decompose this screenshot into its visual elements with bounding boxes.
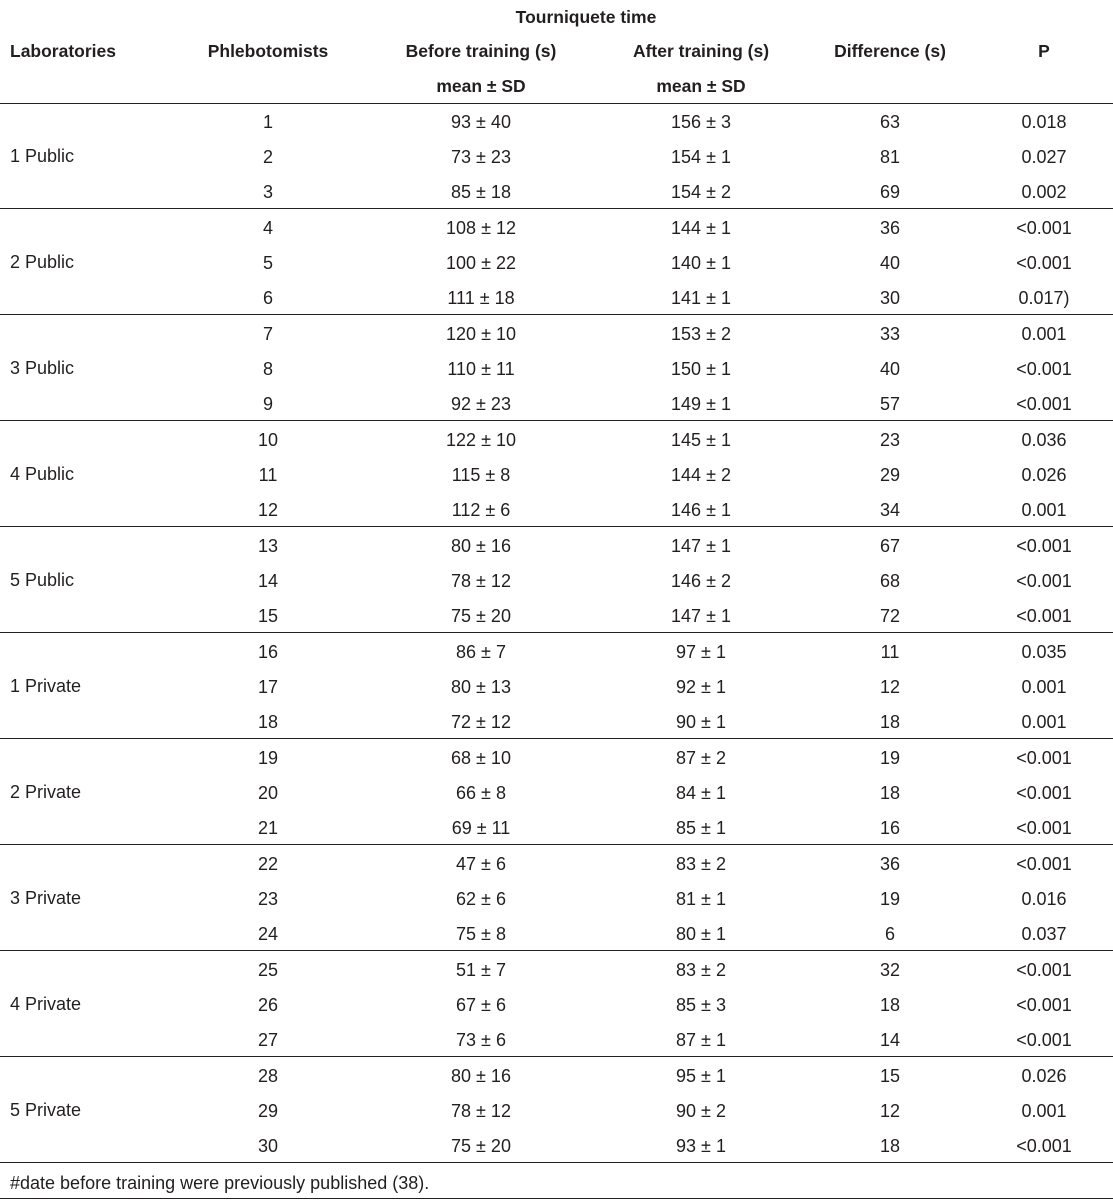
p-value-cell: <0.001	[1016, 995, 1072, 1015]
phlebotomist-id-cell: 17	[257, 677, 279, 697]
after-training-cell: 146 ± 2	[671, 571, 731, 591]
p-value-cell: 0.035	[1021, 642, 1067, 662]
before-training-cell: 72 ± 12	[451, 712, 511, 732]
p-value-cell: 0.001	[1021, 677, 1067, 697]
after-training-cell: 90 ± 2	[676, 1101, 726, 1121]
difference-cell: 18	[879, 783, 901, 803]
after-training-cell: 95 ± 1	[676, 1066, 726, 1086]
before-training-cell: 62 ± 6	[456, 889, 506, 909]
laboratory-label: 5 Public	[10, 570, 75, 590]
p-value-cell: <0.001	[1016, 854, 1072, 874]
laboratory-group	[0, 315, 1113, 421]
phlebotomist-id-cell: 16	[257, 642, 279, 662]
p-value-cell: <0.001	[1016, 359, 1072, 379]
table-row	[0, 139, 1113, 174]
phlebotomist-id-cell: 23	[257, 889, 279, 909]
table-row	[0, 104, 1113, 139]
after-training-cell: 93 ± 1	[676, 1136, 726, 1156]
before-training-cell: 93 ± 40	[451, 112, 511, 132]
phlebotomist-id-cell: 1	[262, 112, 274, 132]
laboratory-group	[0, 1057, 1113, 1163]
laboratory-group	[0, 951, 1113, 1057]
table-row	[0, 669, 1113, 704]
table-row	[0, 386, 1113, 421]
difference-cell: 14	[879, 1030, 901, 1050]
laboratory-group	[0, 103, 1113, 209]
difference-cell: 23	[879, 430, 901, 450]
before-training-cell: 80 ± 13	[451, 677, 511, 697]
laboratory-label: 3 Private	[10, 888, 82, 908]
before-training-cell: 73 ± 23	[451, 147, 511, 167]
laboratory-group	[0, 527, 1113, 633]
after-training-cell: 153 ± 2	[671, 324, 731, 344]
phlebotomist-id-cell: 19	[257, 748, 279, 768]
phlebotomist-id-cell: 14	[257, 571, 279, 591]
p-value-cell: <0.001	[1016, 1136, 1072, 1156]
before-training-cell: 78 ± 12	[451, 1101, 511, 1121]
table-row	[0, 528, 1113, 563]
difference-cell: 11	[880, 642, 900, 662]
laboratory-label: 5 Private	[10, 1100, 82, 1120]
phlebotomist-id-cell: 30	[257, 1136, 279, 1156]
difference-cell: 40	[879, 359, 901, 379]
phlebotomist-id-cell: 7	[262, 324, 274, 344]
phlebotomist-id-cell: 22	[257, 854, 279, 874]
table-row	[0, 704, 1113, 739]
table-row	[0, 210, 1113, 245]
laboratory-group	[0, 739, 1113, 845]
laboratory-group	[0, 633, 1113, 739]
after-training-cell: 83 ± 2	[676, 960, 726, 980]
table-row	[0, 174, 1113, 209]
table-row	[0, 775, 1113, 810]
difference-cell: 15	[879, 1066, 901, 1086]
p-value-cell: 0.026	[1021, 1066, 1067, 1086]
p-value-cell: 0.001	[1021, 324, 1067, 344]
before-training-cell: 92 ± 23	[451, 394, 511, 414]
after-training-cell: 156 ± 3	[671, 112, 731, 132]
before-training-cell: 67 ± 6	[456, 995, 506, 1015]
after-training-cell: 92 ± 1	[676, 677, 726, 697]
after-training-cell: 149 ± 1	[671, 394, 731, 414]
phlebotomist-id-cell: 15	[257, 606, 279, 626]
p-value-cell: <0.001	[1016, 783, 1072, 803]
table-row	[0, 1022, 1113, 1057]
p-value-cell: <0.001	[1016, 960, 1072, 980]
after-training-cell: 87 ± 1	[676, 1030, 726, 1050]
table-row	[0, 316, 1113, 351]
difference-cell: 63	[879, 112, 901, 132]
after-training-cell: 87 ± 2	[676, 748, 726, 768]
before-training-cell: 80 ± 16	[451, 1066, 511, 1086]
table-row	[0, 280, 1113, 315]
difference-cell: 40	[879, 253, 901, 273]
after-training-cell: 81 ± 1	[676, 889, 726, 909]
before-training-cell: 66 ± 8	[456, 783, 506, 803]
p-value-cell: <0.001	[1016, 394, 1072, 414]
table-row	[0, 1093, 1113, 1128]
before-training-cell: 47 ± 6	[456, 854, 506, 874]
difference-cell: 12	[879, 1101, 901, 1121]
p-value-cell: 0.017)	[1018, 288, 1070, 308]
before-training-cell: 75 ± 20	[451, 606, 511, 626]
before-training-cell: 78 ± 12	[451, 571, 511, 591]
table-row	[0, 245, 1113, 280]
table-row	[0, 634, 1113, 669]
after-training-cell: 84 ± 1	[676, 783, 726, 803]
table-row	[0, 598, 1113, 633]
difference-cell: 81	[879, 147, 901, 167]
before-training-cell: 122 ± 10	[446, 430, 516, 450]
after-training-cell: 150 ± 1	[671, 359, 731, 379]
p-value-cell: <0.001	[1016, 1030, 1072, 1050]
table-body	[0, 103, 1113, 1163]
phlebotomist-id-cell: 12	[257, 500, 279, 520]
table-row	[0, 916, 1113, 951]
laboratory-label: 4 Public	[10, 464, 75, 484]
difference-cell: 34	[879, 500, 901, 520]
after-training-cell: 83 ± 2	[676, 854, 726, 874]
difference-cell: 67	[879, 536, 901, 556]
laboratories-header: Laboratories	[10, 41, 116, 61]
before-training-cell: 75 ± 8	[456, 924, 506, 944]
before-training-cell: 68 ± 10	[451, 748, 511, 768]
after-training-header: After training (s)	[632, 41, 770, 61]
p-value-cell: 0.001	[1021, 712, 1067, 732]
after-training-cell: 85 ± 1	[676, 818, 726, 838]
after-training-cell: 140 ± 1	[671, 253, 731, 273]
phlebotomists-header: Phlebotomists	[207, 41, 329, 61]
difference-cell: 68	[879, 571, 901, 591]
difference-cell: 33	[879, 324, 901, 344]
laboratory-group	[0, 421, 1113, 527]
before-training-cell: 112 ± 6	[451, 500, 511, 520]
before-training-cell: 80 ± 16	[451, 536, 511, 556]
after-training-cell: 141 ± 1	[671, 288, 731, 308]
before-training-cell: 86 ± 7	[456, 642, 506, 662]
p-value-cell: 0.018	[1021, 112, 1067, 132]
after-training-cell: 154 ± 1	[671, 147, 731, 167]
table-row	[0, 1128, 1113, 1163]
before-training-cell: 85 ± 18	[451, 182, 511, 202]
p-value-cell: 0.001	[1021, 1101, 1067, 1121]
table-row	[0, 457, 1113, 492]
p-value-cell: 0.027	[1021, 147, 1067, 167]
before-training-cell: 51 ± 7	[456, 960, 506, 980]
difference-cell: 6	[884, 924, 896, 944]
p-value-cell: 0.036	[1021, 430, 1067, 450]
phlebotomist-id-cell: 13	[257, 536, 279, 556]
after-training-cell: 97 ± 1	[676, 642, 726, 662]
after-training-cell: 146 ± 1	[671, 500, 731, 520]
after-training-cell: 145 ± 1	[671, 430, 731, 450]
difference-cell: 19	[879, 748, 901, 768]
after-training-cell: 147 ± 1	[671, 606, 731, 626]
phlebotomist-id-cell: 26	[257, 995, 279, 1015]
p-value-cell: <0.001	[1016, 253, 1072, 273]
laboratory-group	[0, 845, 1113, 951]
p-value-cell: 0.002	[1021, 182, 1067, 202]
table-row	[0, 846, 1113, 881]
phlebotomist-id-cell: 10	[257, 430, 279, 450]
p-value-cell: <0.001	[1016, 571, 1072, 591]
p-value-cell: <0.001	[1016, 748, 1072, 768]
p-value-cell: 0.001	[1021, 500, 1067, 520]
before-training-cell: 75 ± 20	[451, 1136, 511, 1156]
p-value-header: P	[1038, 41, 1050, 61]
phlebotomist-id-cell: 29	[257, 1101, 279, 1121]
before-training-cell: 69 ± 11	[451, 818, 511, 838]
table-row	[0, 492, 1113, 527]
phlebotomist-id-cell: 8	[262, 359, 274, 379]
table-row	[0, 351, 1113, 386]
table-row	[0, 952, 1113, 987]
phlebotomist-id-cell: 3	[262, 182, 274, 202]
difference-cell: 72	[879, 606, 901, 626]
difference-cell: 18	[879, 1136, 901, 1156]
table-row	[0, 563, 1113, 598]
p-value-cell: 0.026	[1021, 465, 1067, 485]
phlebotomist-id-cell: 6	[262, 288, 274, 308]
phlebotomist-id-cell: 9	[262, 394, 274, 414]
phlebotomist-id-cell: 28	[257, 1066, 279, 1086]
after-training-cell: 144 ± 1	[671, 218, 731, 238]
before-training-cell: 110 ± 11	[447, 359, 515, 379]
difference-cell: 36	[879, 854, 901, 874]
phlebotomist-id-cell: 21	[257, 818, 279, 838]
laboratory-label: 1 Private	[10, 676, 82, 696]
laboratory-label: 3 Public	[10, 358, 75, 378]
difference-cell: 29	[879, 465, 901, 485]
table-footnote: #date before training were previously published (38).	[10, 1173, 430, 1193]
difference-cell: 18	[879, 712, 901, 732]
table-header	[0, 0, 1113, 104]
table-row	[0, 422, 1113, 457]
difference-cell: 36	[879, 218, 901, 238]
after-training-cell: 147 ± 1	[671, 536, 731, 556]
phlebotomist-id-cell: 4	[262, 218, 274, 238]
p-value-cell: 0.037	[1021, 924, 1067, 944]
before-training-cell: 100 ± 22	[446, 253, 516, 273]
after-training-cell: 80 ± 1	[676, 924, 726, 944]
table-bottom-rule	[0, 1198, 1113, 1199]
p-value-cell: <0.001	[1016, 218, 1072, 238]
after-training-cell: 144 ± 2	[671, 465, 731, 485]
phlebotomist-id-cell: 18	[257, 712, 279, 732]
p-value-cell: 0.016	[1021, 889, 1067, 909]
laboratory-label: 1 Public	[10, 146, 75, 166]
table-row	[0, 810, 1113, 845]
p-value-cell: <0.001	[1016, 536, 1072, 556]
tourniquet-time-heading: Tourniquete time	[515, 7, 657, 27]
before-training-cell: 108 ± 12	[446, 218, 516, 238]
after-training-cell: 90 ± 1	[676, 712, 726, 732]
laboratory-label: 2 Public	[10, 252, 75, 272]
difference-cell: 32	[879, 960, 901, 980]
phlebotomist-id-cell: 27	[257, 1030, 279, 1050]
after-training-cell: 154 ± 2	[671, 182, 731, 202]
after-mean-sd-header: mean ± SD	[656, 76, 746, 96]
table-row	[0, 987, 1113, 1022]
phlebotomist-id-cell: 2	[262, 147, 274, 167]
before-training-cell: 73 ± 6	[456, 1030, 506, 1050]
difference-cell: 30	[879, 288, 901, 308]
laboratory-label: 4 Private	[10, 994, 82, 1014]
difference-cell: 57	[879, 394, 901, 414]
before-training-cell: 115 ± 8	[451, 465, 511, 485]
difference-cell: 69	[879, 182, 901, 202]
table-row	[0, 881, 1113, 916]
phlebotomist-id-cell: 5	[262, 253, 274, 273]
laboratory-group	[0, 209, 1113, 315]
table-row	[0, 1058, 1113, 1093]
before-training-cell: 111 ± 18	[447, 288, 515, 308]
phlebotomist-id-cell: 20	[257, 783, 279, 803]
phlebotomist-id-cell: 24	[257, 924, 279, 944]
laboratory-label: 2 Private	[10, 782, 82, 802]
after-training-cell: 85 ± 3	[676, 995, 726, 1015]
before-training-cell: 120 ± 10	[446, 324, 516, 344]
before-training-header: Before training (s)	[405, 41, 557, 61]
difference-cell: 12	[879, 677, 901, 697]
difference-cell: 16	[879, 818, 901, 838]
table-row	[0, 740, 1113, 775]
phlebotomist-id-cell: 11	[258, 465, 278, 485]
before-mean-sd-header: mean ± SD	[436, 76, 526, 96]
p-value-cell: <0.001	[1016, 818, 1072, 838]
difference-cell: 19	[879, 889, 901, 909]
difference-cell: 18	[879, 995, 901, 1015]
p-value-cell: <0.001	[1016, 606, 1072, 626]
phlebotomist-id-cell: 25	[257, 960, 279, 980]
difference-header: Difference (s)	[834, 41, 946, 61]
